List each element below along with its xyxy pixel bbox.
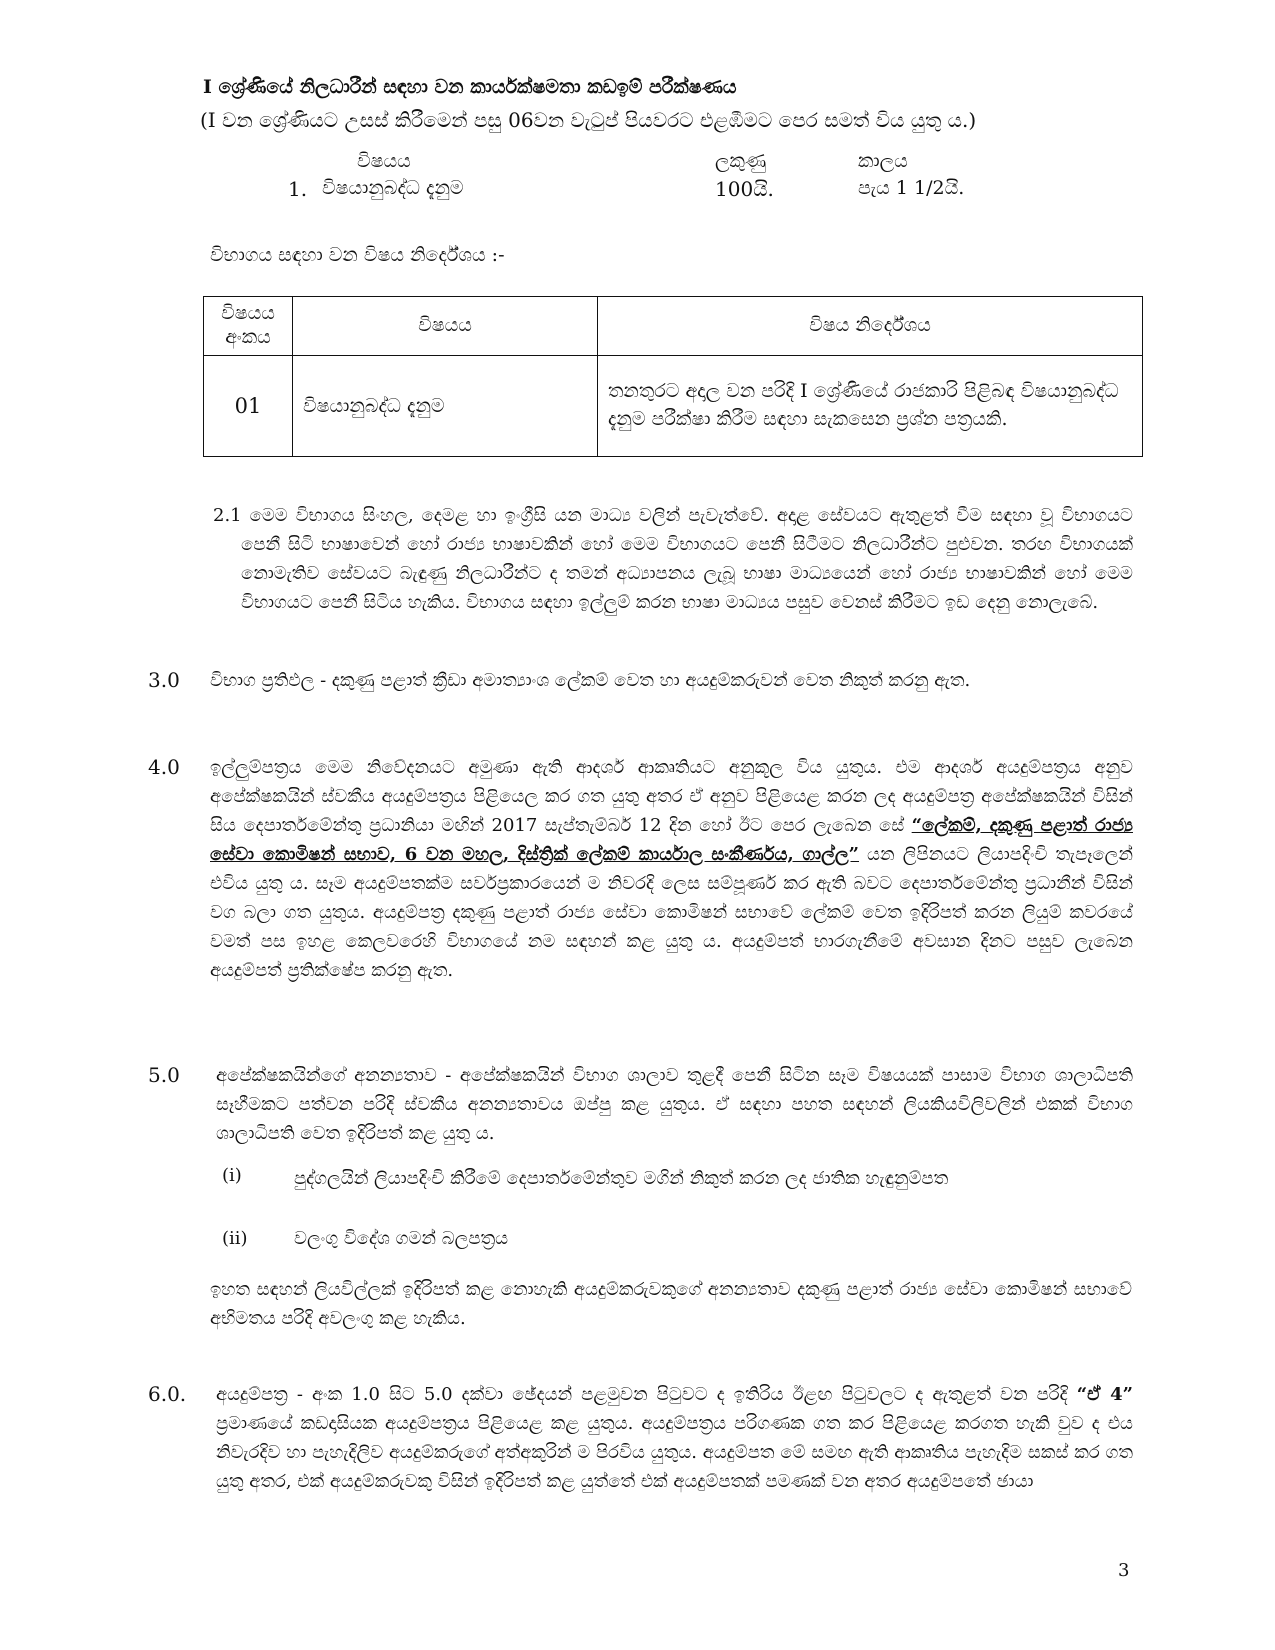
section-2-1-text: 2.1 මෙම විභාගය සිංහල, දෙමළ හා ඉංග්‍රීසි යන මාධ්‍ය වලින් පැවැත්වේ. අදාළ සේවයට ඇතුළත් වීම සඳහා වූ විභාගයට පෙනී සිටි භාෂාවෙන් හෝ රාජ්‍ය භාෂාවකින් හෝ මෙම විභාගයට පෙනී සිටීමට නිලධාරීන්ට පුළුවන. තරඟ විභාගයක් නොමැතිව සේවයට බැඳුණු නිලධාරීන්ට ද තමන් අධ්‍යාපනය ලැබූ භාෂා මාධ්‍යයෙන් හෝ රාජ්‍ය භාෂාවකින් හෝ මෙම විභාගයට පෙනී සිටිය හැකිය. විභාගය සඳහා ඉල්ලුම් කරන භාෂා මාධ්‍යය පසුව වෙනස් කිරීමට ඉඩ දෙනු නොලැබේ. — [213, 505, 1133, 613]
section-6-0 — [148, 1380, 1133, 1496]
section-4-0-number: 4.0 — [148, 755, 180, 779]
time-header: කාලය — [858, 150, 908, 172]
section-6-0-paragraph — [216, 1380, 1133, 1496]
section-5-0 — [148, 1061, 1133, 1148]
section-5-0-number: 5.0 — [148, 1063, 180, 1087]
section-2-1 — [213, 501, 1133, 617]
subject-row-number: 1. — [288, 177, 308, 201]
section-4-0-text-c: යන ලිපිනයට ලියාපදිංචි තැපෑලෙන් එවිය යුතු ය. සෑම අයදුම්පතක්ම සර්වප්‍රකාරයෙන් ම නිවරදි ලෙස සම්පූර්ණ කර ඇති බවට දෙපාර්තමේන්තු ප්‍රධානීන් විසින් වග බලා ගත යුතුය. අයදුම්පත්‍ර දකුණු පළාත් රාජ්‍ය සේවා කොමිෂන් සභාවේ ලේකම් වෙත ඉදිරිපත් කරන ලියුම් කවරයේ වමත් පස ඉහළ කෙලවරෙහි විභාගයේ නම සඳහන් කළ යුතු ය. අයදුම්පත් භාරගැනීමේ අවසාන දිනට පසුව ලැබෙන අයදුම්පත් ප්‍රතික්ෂේප කරනු ඇත. — [210, 844, 1133, 981]
section-4-0-address: “ලේකම්, දකුණු පළාත් රාජ්‍ය සේවා කොමිෂන් සභාව, 6 වන මහල, දිස්ත්‍රික් ලේකම් කාර්යාල සංකීර්ණය, ගාල්ල” — [210, 815, 1133, 865]
section-3-0-number: 3.0 — [148, 668, 180, 692]
list-item-text-1: පුද්ගලයින් ලියාපදිංචි කිරීමේ දෙපාර්තමේන්තුව මගින් නිකුත් කරන ලද ජාතික හැඳුනුම්පත — [294, 1168, 949, 1189]
section-5-0-note: ඉහත සඳහන් ලියවිල්ලක් ඉදිරිපත් කළ නොහැකි අයදුම්කරුවකුගේ අනන්‍යතාව දකුණු පළාත් රාජ්‍ය සේවා කොමිෂන් සභාවේ අභිමතය පරිදි අවලංගු කළ හැකිය. — [210, 1279, 1132, 1329]
subject-row-time: පැය 1 1/2යි. — [858, 177, 965, 199]
subject-header: විෂයය — [357, 150, 411, 172]
syllabus-col-description: විෂය නිර්දේශය — [598, 297, 1143, 356]
list-item-number-1: (i) — [222, 1165, 242, 1186]
section-5-0-text: අපේක්ෂකයින්ගේ අනන්‍යතාව - අපේක්ෂකයින් විභාග ශාලාව තුළදී පෙනී සිටින සෑම විෂයයක් පාසාම විභාග ශාලාධිපති සෑහීමකට පත්වන පරිදි ස්වකීය අනන්‍යතාවය ඔප්පු කළ යුතුය. ඒ සඳහා පහත සඳහන් ලියකියවිලිවලින් එකක් විභාග ශාලාධිපති වෙත ඉදිරිපත් කළ යුතු ය. — [216, 1065, 1133, 1144]
syllabus-row-subject: විෂයානුබද්ධ දැනුම — [293, 356, 598, 457]
syllabus-row-number: 01 — [204, 356, 293, 457]
syllabus-label: විභාගය සඳහා වන විෂය නිර්දේශය :- — [210, 244, 505, 266]
document-title: I ශ්‍රේණියේ නිලධාරීන් සඳහා වන කාර්යක්ෂමතා කඩඉම් පරීක්ෂණය — [203, 76, 737, 98]
syllabus-row-description: තනතුරට අදාල වන පරිදි I ශ්‍රේණියේ රාජකාරි පිළිබඳ විෂයානුබද්ධ දැනුම පරීක්ෂා කිරීම සඳහා සැකසෙන ප්‍රශ්න පත්‍රයකි. — [598, 356, 1143, 457]
section-6-0-text-a: අයදුම්පත්‍ර - අංක 1.0 සිට 5.0 දක්වා ඡේදයන් පළමුවන පිටුවට ද ඉතිරිය ඊළඟ පිටුවලට ද ඇතුළත් වන පරිදි — [216, 1384, 1077, 1405]
list-item-number-2: (ii) — [222, 1228, 248, 1249]
marks-header: ලකුණු — [715, 150, 767, 172]
subject-row-name: විෂයානුබද්ධ දැනුම — [322, 177, 464, 199]
subject-row-marks: 100යි. — [715, 177, 774, 201]
page-number: 3 — [1118, 1560, 1130, 1581]
section-4-0-text-a: ඉල්ලුම්පත්‍රය මෙම නිවේදනයට අමුණා ඇති ආදර්ශ ආකෘතියට අනුකූල විය යුතුය. එම ආදර්ශ අයදුම්පත්‍රය අනුව අපේක්ෂකයින් ස්වකීය අයදුම්පත්‍රය පිළියෙල කර ගත යුතු අතර ඒ අනුව පිළියෙළ කරන ලද අයදුම්පත්‍ර අපේක්ෂකයින් විසින් සිය දෙපාර්තමේන්තු ප්‍රධානියා මඟින් 2017 සැප්තැම්බර් 12 දින හෝ ඊට පෙර ලැබෙන සේ — [210, 757, 1133, 836]
syllabus-col-subject: විෂයය — [293, 297, 598, 356]
section-3-0 — [148, 666, 1133, 695]
syllabus-table — [203, 296, 1143, 457]
section-3-0-text: විභාග ප්‍රතිඵල - දකුණු පළාත් ක්‍රීඩා අමාත්‍යාංශ ලේකම් වෙත හා අයදුම්කරුවන් වෙත නිකුත් කරනු ඇත. — [210, 670, 971, 691]
section-4-0-paragraph — [210, 753, 1133, 985]
section-6-0-number: 6.0. — [148, 1382, 187, 1406]
document-subtitle: (I වන ශ්‍රේණියට උසස් කිරීමෙන් පසු 06වන වැටුප් පියවරට එළඹීමට පෙර සමත් විය යුතු ය.) — [200, 108, 977, 132]
section-4-0 — [148, 753, 1133, 985]
section-6-0-paper-size: “ඒ 4” — [1076, 1384, 1133, 1405]
syllabus-col-number: විෂයය අංකය — [204, 297, 293, 356]
section-6-0-text-c: ප්‍රමාණයේ කඩදාසියක අයදුම්පත්‍රය පිළියෙළ කළ යුතුය. අයදුම්පත්‍රය පරිගණක ගත කර පිළියෙළ කරගත හැකි වුව ද එය නිවැරදිව හා පැහැදිලිව අයදුම්කරුගේ අත්අකුරින් ම පිරවිය යුතුය. අයදුම්පත මේ සමඟ ඇති ආකෘතිය පැහැදිම සකස් කර ගත යුතු අතර, එක් අයදුම්කරුවකු විසින් ඉදිරිපත් කළ යුත්තේ එක් අයදුම්පතක් පමණක් වන අතර අයදුම්පතේ ඡායා — [216, 1413, 1133, 1492]
list-item-text-2: වලංගු විදේශ ගමන් බලපත්‍රය — [294, 1228, 509, 1249]
